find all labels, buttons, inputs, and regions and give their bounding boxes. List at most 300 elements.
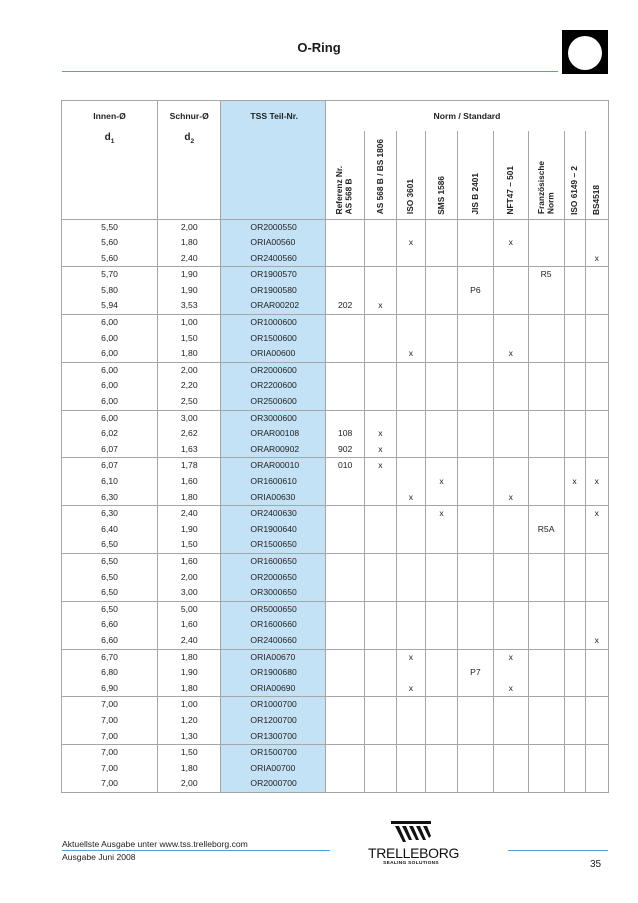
cell-as568b [365, 267, 397, 283]
cell-as568b [365, 729, 397, 745]
cell-nft47-501 [493, 267, 528, 283]
cell-inner-diameter: 6,50 [62, 537, 158, 553]
cell-bs4518: x [585, 474, 608, 490]
cell-franzoesische-norm [528, 251, 564, 267]
cell-ref-nr [325, 378, 364, 394]
cell-bs4518 [585, 346, 608, 362]
cell-ref-nr [325, 649, 364, 665]
cell-sms1586 [426, 378, 458, 394]
cell-as568b [365, 315, 397, 331]
cell-iso6149-2 [564, 570, 585, 586]
cell-franzoesische-norm [528, 410, 564, 426]
cell-iso6149-2 [564, 315, 585, 331]
cell-iso3601 [396, 283, 426, 299]
cell-jis-b2401 [457, 219, 493, 235]
cell-iso3601 [396, 761, 426, 777]
cell-iso3601: x [396, 649, 426, 665]
cell-part-number: OR1500700 [221, 745, 326, 761]
cell-inner-diameter: 6,40 [62, 522, 158, 538]
header-part-spacer [221, 131, 326, 153]
cell-as568b [365, 697, 397, 713]
cell-jis-b2401 [457, 633, 493, 649]
cell-part-number: ORAR00202 [221, 298, 326, 314]
cell-part-number: OR1600610 [221, 474, 326, 490]
cell-sms1586 [426, 426, 458, 442]
cell-as568b [365, 362, 397, 378]
cell-jis-b2401 [457, 649, 493, 665]
cell-inner-diameter: 6,50 [62, 553, 158, 569]
cell-sms1586 [426, 617, 458, 633]
cell-iso3601 [396, 474, 426, 490]
cell-sms1586 [426, 633, 458, 649]
cell-as568b [365, 681, 397, 697]
cell-iso6149-2 [564, 219, 585, 235]
cell-part-number: OR2400660 [221, 633, 326, 649]
cell-bs4518 [585, 761, 608, 777]
cell-sms1586 [426, 442, 458, 458]
cell-inner-diameter: 6,90 [62, 681, 158, 697]
cell-nft47-501 [493, 745, 528, 761]
cell-nft47-501 [493, 601, 528, 617]
header-ref-nr: Referenz Nr. AS 568 B [325, 131, 364, 219]
cell-as568b [365, 553, 397, 569]
table-row [62, 553, 609, 569]
table-row [62, 633, 609, 649]
table-row [62, 346, 609, 362]
cell-jis-b2401 [457, 713, 493, 729]
header-part-number: TSS Teil-Nr. [221, 101, 326, 132]
cell-bs4518 [585, 442, 608, 458]
cell-bs4518: x [585, 506, 608, 522]
cell-ref-nr [325, 331, 364, 347]
brand-tagline: SEALING SOLUTIONS [383, 861, 439, 866]
cell-jis-b2401 [457, 362, 493, 378]
cell-part-number: OR1500600 [221, 331, 326, 347]
cell-part-number: ORAR00108 [221, 426, 326, 442]
cell-jis-b2401 [457, 490, 493, 506]
cell-iso3601: x [396, 681, 426, 697]
cell-as568b [365, 346, 397, 362]
cell-ref-nr [325, 617, 364, 633]
cell-jis-b2401 [457, 235, 493, 251]
cell-nft47-501 [493, 585, 528, 601]
header-row-symbols [62, 131, 609, 153]
cell-bs4518 [585, 426, 608, 442]
cell-franzoesische-norm [528, 474, 564, 490]
cell-part-number: ORAR00010 [221, 458, 326, 474]
cell-jis-b2401 [457, 697, 493, 713]
title-rule [62, 71, 558, 72]
cell-iso6149-2 [564, 251, 585, 267]
cell-part-number: ORIA00670 [221, 649, 326, 665]
cell-inner-diameter: 6,60 [62, 617, 158, 633]
cell-iso6149-2 [564, 346, 585, 362]
cell-sms1586 [426, 585, 458, 601]
cell-cord-diameter: 1,80 [158, 649, 221, 665]
cell-as568b: x [365, 426, 397, 442]
cell-ref-nr [325, 729, 364, 745]
cell-cord-diameter: 1,00 [158, 697, 221, 713]
cell-iso6149-2 [564, 633, 585, 649]
table-row [62, 665, 609, 681]
cell-inner-diameter: 6,00 [62, 394, 158, 410]
cell-franzoesische-norm [528, 331, 564, 347]
cell-nft47-501 [493, 633, 528, 649]
cell-franzoesische-norm [528, 649, 564, 665]
cell-bs4518 [585, 394, 608, 410]
cell-franzoesische-norm [528, 713, 564, 729]
cell-nft47-501 [493, 522, 528, 538]
cell-inner-diameter: 7,00 [62, 761, 158, 777]
cell-nft47-501 [493, 315, 528, 331]
cell-part-number: OR3000600 [221, 410, 326, 426]
cell-part-number: ORIA00630 [221, 490, 326, 506]
cell-part-number: OR2400630 [221, 506, 326, 522]
cell-jis-b2401 [457, 553, 493, 569]
footer-rule-left [62, 850, 330, 851]
cell-sms1586 [426, 681, 458, 697]
cell-franzoesische-norm [528, 537, 564, 553]
cell-cord-diameter: 1,90 [158, 522, 221, 538]
cell-nft47-501 [493, 537, 528, 553]
header-spacer [158, 153, 221, 219]
cell-iso3601 [396, 267, 426, 283]
cell-iso6149-2 [564, 745, 585, 761]
cell-sms1586 [426, 729, 458, 745]
cell-iso6149-2 [564, 410, 585, 426]
header-iso3601: ISO 3601 [396, 131, 426, 219]
cell-cord-diameter: 2,40 [158, 506, 221, 522]
cell-bs4518 [585, 458, 608, 474]
cell-inner-diameter: 6,70 [62, 649, 158, 665]
cell-sms1586 [426, 570, 458, 586]
cell-bs4518: x [585, 633, 608, 649]
cell-franzoesische-norm [528, 617, 564, 633]
cell-jis-b2401 [457, 442, 493, 458]
table-row [62, 601, 609, 617]
cell-as568b [365, 331, 397, 347]
table-row [62, 729, 609, 745]
header-bs4518: BS4518 [585, 131, 608, 219]
cell-bs4518 [585, 283, 608, 299]
cell-jis-b2401: P7 [457, 665, 493, 681]
cell-nft47-501: x [493, 681, 528, 697]
cell-franzoesische-norm [528, 378, 564, 394]
cell-sms1586 [426, 745, 458, 761]
cell-sms1586 [426, 649, 458, 665]
cell-as568b [365, 490, 397, 506]
cell-iso3601 [396, 298, 426, 314]
cell-iso6149-2 [564, 506, 585, 522]
cell-cord-diameter: 5,00 [158, 601, 221, 617]
cell-franzoesische-norm [528, 776, 564, 792]
cell-as568b [365, 649, 397, 665]
cell-iso6149-2 [564, 522, 585, 538]
cell-iso6149-2 [564, 553, 585, 569]
cell-bs4518 [585, 553, 608, 569]
cell-ref-nr [325, 697, 364, 713]
cell-cord-diameter: 1,80 [158, 346, 221, 362]
cell-cord-diameter: 2,20 [158, 378, 221, 394]
cell-cord-diameter: 1,60 [158, 553, 221, 569]
cell-inner-diameter: 6,00 [62, 346, 158, 362]
table-row [62, 442, 609, 458]
cell-as568b [365, 410, 397, 426]
cell-as568b [365, 506, 397, 522]
cell-cord-diameter: 1,63 [158, 442, 221, 458]
cell-iso6149-2 [564, 378, 585, 394]
table-row [62, 331, 609, 347]
oring-size-table [61, 100, 609, 793]
cell-ref-nr [325, 362, 364, 378]
cell-jis-b2401 [457, 346, 493, 362]
cell-ref-nr [325, 394, 364, 410]
cell-iso6149-2 [564, 235, 585, 251]
cell-part-number: OR2400560 [221, 251, 326, 267]
cell-iso6149-2 [564, 665, 585, 681]
cell-cord-diameter: 3,00 [158, 585, 221, 601]
cell-as568b [365, 617, 397, 633]
cell-inner-diameter: 6,07 [62, 458, 158, 474]
cell-bs4518 [585, 315, 608, 331]
cell-cord-diameter: 2,00 [158, 570, 221, 586]
cell-jis-b2401 [457, 394, 493, 410]
cell-franzoesische-norm [528, 761, 564, 777]
table-row [62, 617, 609, 633]
header-jis-b2401: JIS B 2401 [457, 131, 493, 219]
cell-part-number: OR2000600 [221, 362, 326, 378]
cell-nft47-501 [493, 378, 528, 394]
cell-sms1586: x [426, 506, 458, 522]
cell-nft47-501 [493, 713, 528, 729]
cell-as568b [365, 570, 397, 586]
cell-iso3601 [396, 442, 426, 458]
cell-inner-diameter: 6,30 [62, 506, 158, 522]
table-row [62, 283, 609, 299]
cell-part-number: OR2000550 [221, 219, 326, 235]
cell-inner-diameter: 5,60 [62, 235, 158, 251]
cell-jis-b2401 [457, 681, 493, 697]
cell-cord-diameter: 1,90 [158, 665, 221, 681]
cell-ref-nr [325, 251, 364, 267]
cell-iso3601 [396, 776, 426, 792]
cell-nft47-501 [493, 665, 528, 681]
cell-bs4518 [585, 681, 608, 697]
cell-part-number: OR1900680 [221, 665, 326, 681]
cell-part-number: OR1600660 [221, 617, 326, 633]
cell-iso6149-2 [564, 617, 585, 633]
trelleborg-mark-icon [389, 820, 433, 844]
cell-cord-diameter: 2,00 [158, 362, 221, 378]
cell-inner-diameter: 6,30 [62, 490, 158, 506]
cell-sms1586 [426, 410, 458, 426]
cell-ref-nr [325, 267, 364, 283]
cell-nft47-501 [493, 410, 528, 426]
cell-nft47-501 [493, 776, 528, 792]
cell-nft47-501 [493, 283, 528, 299]
cell-sms1586 [426, 697, 458, 713]
cell-part-number: OR3000650 [221, 585, 326, 601]
cell-inner-diameter: 7,00 [62, 697, 158, 713]
cell-inner-diameter: 6,00 [62, 315, 158, 331]
header-d1: $d_1$ [62, 131, 158, 153]
cell-cord-diameter: 1,80 [158, 490, 221, 506]
cell-jis-b2401 [457, 601, 493, 617]
cell-sms1586 [426, 537, 458, 553]
cell-jis-b2401 [457, 617, 493, 633]
cell-bs4518 [585, 713, 608, 729]
cell-sms1586: x [426, 474, 458, 490]
cell-iso6149-2 [564, 713, 585, 729]
header-norm-standard: Norm / Standard [325, 101, 608, 132]
cell-as568b [365, 745, 397, 761]
cell-as568b [365, 394, 397, 410]
cell-ref-nr [325, 665, 364, 681]
cell-inner-diameter: 7,00 [62, 745, 158, 761]
cell-sms1586 [426, 776, 458, 792]
cell-nft47-501 [493, 331, 528, 347]
cell-franzoesische-norm [528, 235, 564, 251]
cell-part-number: ORIA00600 [221, 346, 326, 362]
cell-nft47-501 [493, 394, 528, 410]
cell-franzoesische-norm [528, 362, 564, 378]
cell-nft47-501 [493, 442, 528, 458]
cell-iso3601: x [396, 490, 426, 506]
cell-part-number: OR1900570 [221, 267, 326, 283]
cell-bs4518 [585, 410, 608, 426]
cell-as568b [365, 251, 397, 267]
cell-cord-diameter: 1,80 [158, 235, 221, 251]
cell-inner-diameter: 6,10 [62, 474, 158, 490]
header-inner-diameter: Innen-Ø [62, 101, 158, 132]
cell-sms1586 [426, 251, 458, 267]
table-row [62, 235, 609, 251]
cell-jis-b2401 [457, 410, 493, 426]
cell-sms1586 [426, 219, 458, 235]
trelleborg-logo [368, 820, 460, 878]
cell-franzoesische-norm [528, 601, 564, 617]
cell-franzoesische-norm [528, 346, 564, 362]
cell-part-number: OR1000600 [221, 315, 326, 331]
cell-as568b [365, 585, 397, 601]
cell-iso6149-2 [564, 585, 585, 601]
cell-inner-diameter: 6,00 [62, 331, 158, 347]
cell-ref-nr [325, 585, 364, 601]
page-title: O-Ring [297, 40, 341, 55]
cell-bs4518 [585, 362, 608, 378]
cell-cord-diameter: 2,40 [158, 251, 221, 267]
header-as568b-bs1806: AS 568 B / BS 1806 [365, 131, 397, 219]
table-row [62, 251, 609, 267]
cell-jis-b2401 [457, 458, 493, 474]
cell-ref-nr [325, 761, 364, 777]
cell-iso3601 [396, 617, 426, 633]
table-row [62, 570, 609, 586]
cell-nft47-501 [493, 617, 528, 633]
header-row-titles [62, 101, 609, 132]
table-row [62, 681, 609, 697]
cell-ref-nr [325, 315, 364, 331]
cell-ref-nr [325, 745, 364, 761]
cell-franzoesische-norm [528, 219, 564, 235]
cell-iso3601 [396, 553, 426, 569]
cell-inner-diameter: 5,94 [62, 298, 158, 314]
cell-cord-diameter: 1,30 [158, 729, 221, 745]
cell-cord-diameter: 1,60 [158, 474, 221, 490]
cell-sms1586 [426, 298, 458, 314]
table-row [62, 490, 609, 506]
cell-bs4518 [585, 378, 608, 394]
cell-sms1586 [426, 553, 458, 569]
cell-cord-diameter: 1,20 [158, 713, 221, 729]
cell-nft47-501 [493, 219, 528, 235]
cell-bs4518 [585, 729, 608, 745]
cell-jis-b2401: P6 [457, 283, 493, 299]
cell-nft47-501 [493, 458, 528, 474]
cell-cord-diameter: 2,00 [158, 776, 221, 792]
cell-bs4518 [585, 219, 608, 235]
cell-part-number: OR1300700 [221, 729, 326, 745]
table-row [62, 458, 609, 474]
cell-nft47-501 [493, 474, 528, 490]
cell-sms1586 [426, 331, 458, 347]
cell-bs4518 [585, 617, 608, 633]
cell-as568b [365, 219, 397, 235]
cell-iso6149-2 [564, 649, 585, 665]
table-row [62, 362, 609, 378]
cell-nft47-501 [493, 506, 528, 522]
header-d2: $d_2$ [158, 131, 221, 153]
cell-part-number: OR1900640 [221, 522, 326, 538]
cell-inner-diameter: 6,07 [62, 442, 158, 458]
cell-as568b [365, 601, 397, 617]
cell-nft47-501 [493, 570, 528, 586]
cell-franzoesische-norm [528, 570, 564, 586]
cell-nft47-501 [493, 729, 528, 745]
cell-iso6149-2: x [564, 474, 585, 490]
section-tab-marker [562, 30, 608, 74]
cell-ref-nr: 202 [325, 298, 364, 314]
header-nft47-501: NFT47 – 501 [493, 131, 528, 219]
cell-part-number: OR1200700 [221, 713, 326, 729]
page-number: 35 [590, 859, 602, 870]
cell-bs4518 [585, 522, 608, 538]
cell-bs4518: x [585, 251, 608, 267]
cell-bs4518 [585, 267, 608, 283]
table-row [62, 267, 609, 283]
cell-cord-diameter: 3,53 [158, 298, 221, 314]
cell-iso3601 [396, 394, 426, 410]
cell-nft47-501: x [493, 235, 528, 251]
cell-nft47-501 [493, 553, 528, 569]
cell-sms1586 [426, 522, 458, 538]
cell-inner-diameter: 6,50 [62, 601, 158, 617]
table-row [62, 649, 609, 665]
table-row [62, 315, 609, 331]
cell-cord-diameter: 3,00 [158, 410, 221, 426]
cell-iso6149-2 [564, 298, 585, 314]
cell-bs4518 [585, 697, 608, 713]
cell-sms1586 [426, 346, 458, 362]
cell-as568b [365, 776, 397, 792]
cell-part-number: OR2500600 [221, 394, 326, 410]
cell-franzoesische-norm [528, 506, 564, 522]
cell-as568b [365, 283, 397, 299]
cell-ref-nr: 108 [325, 426, 364, 442]
cell-jis-b2401 [457, 729, 493, 745]
cell-ref-nr [325, 410, 364, 426]
cell-franzoesische-norm [528, 665, 564, 681]
